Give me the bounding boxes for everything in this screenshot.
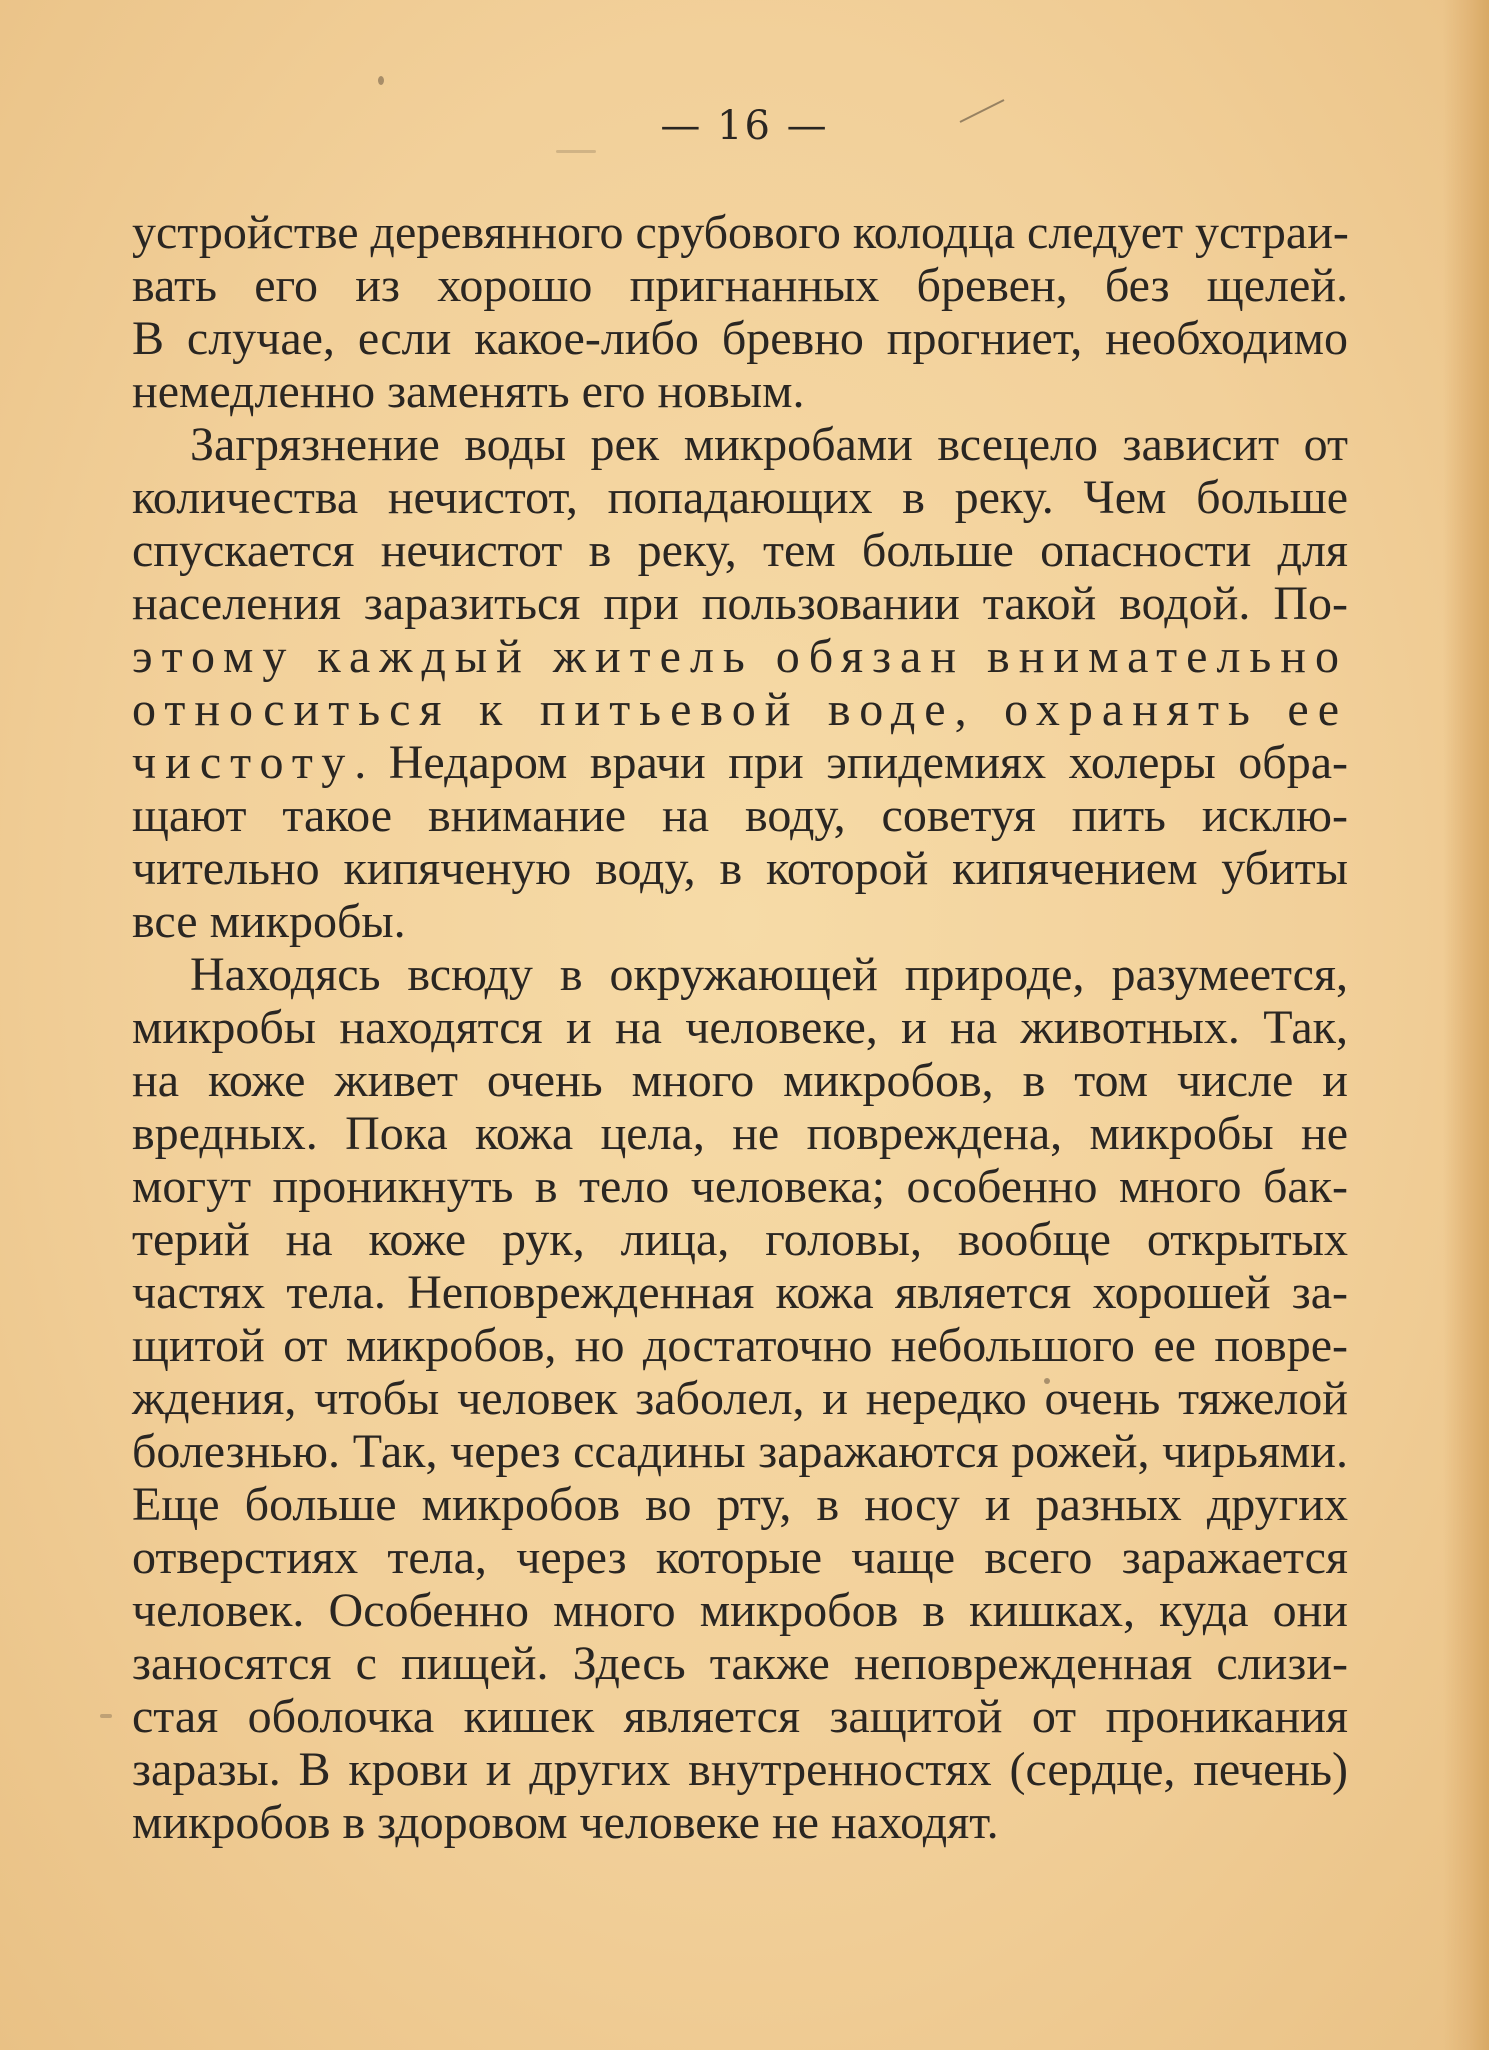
- text-line: заразы. В крови и других внутренностях (сердце, печень): [132, 1743, 1348, 1796]
- text-line: человек. Особенно много микробов в кишках, куда они: [132, 1584, 1348, 1637]
- paper-speck: [100, 1714, 112, 1718]
- text-line: немедленно заменять его новым.: [132, 365, 805, 418]
- text-line: терий на коже рук, лица, головы, вообще открытых: [132, 1213, 1348, 1266]
- paragraph-start-line: Загрязнение воды рек микробами всецело зависит от: [190, 418, 1348, 471]
- text-line: количества нечистот, попадающих в реку. Чем больше: [132, 471, 1348, 524]
- emphasized-word: чистоту: [132, 736, 355, 789]
- text-line: Еще больше микробов во рту, в носу и разных других: [132, 1478, 1348, 1531]
- emphasized-line: этому каждый житель обязан внимательно: [132, 630, 1348, 683]
- text-line: устройстве деревянного срубового колодца следует устраи-: [132, 206, 1349, 259]
- text-line: щитой от микробов, но достаточно небольшого ее повре-: [132, 1319, 1348, 1372]
- text-line: вать его из хорошо пригнанных бревен, без щелей.: [132, 259, 1348, 312]
- page-number: — 16 —: [660, 103, 829, 149]
- text-line: могут проникнуть в тело человека; особенно много бак-: [132, 1160, 1348, 1213]
- text-line: щают такое внимание на воду, советуя пить исклю-: [132, 789, 1348, 842]
- text-line: спускается нечистот в реку, тем больше опасности для: [132, 524, 1348, 577]
- text-line: ждения, чтобы человек заболел, и нередко очень тяжелой: [132, 1372, 1348, 1425]
- text-line: стая оболочка кишек является защитой от проникания: [132, 1690, 1348, 1743]
- text-line: В случае, если какое-либо бревно прогниет, необходимо: [132, 312, 1348, 365]
- text-line: на коже живет очень много микробов, в том числе и: [132, 1054, 1348, 1107]
- text-line: частях тела. Неповрежденная кожа является хорошей за-: [132, 1266, 1348, 1319]
- paragraph-start-line: Находясь всюду в окружающей природе, разумеется,: [190, 948, 1348, 1001]
- page-edge-shadow: [1443, 0, 1489, 2050]
- text-line: чительно кипяченую воду, в которой кипячением убиты: [132, 842, 1348, 895]
- text-line: микробы находятся и на человеке, и на животных. Так,: [132, 1001, 1348, 1054]
- body-text: [132, 206, 1348, 1849]
- text-line-mixed: [132, 736, 1348, 789]
- text-line: заносятся с пищей. Здесь также неповрежденная слизи-: [132, 1637, 1348, 1690]
- text-line: населения заразиться при пользовании такой водой. По-: [132, 577, 1348, 630]
- text-line: болезнью. Так, через ссадины заражаются рожей, чирьями.: [132, 1425, 1348, 1478]
- paper-speck: [378, 76, 384, 85]
- text-line: все микробы.: [132, 895, 406, 948]
- emphasized-line: относиться к питьевой воде, охранять ее: [132, 683, 1348, 736]
- text-line: отверстиях тела, через которые чаще всего заражается: [132, 1531, 1348, 1584]
- text-line: вредных. Пока кожа цела, не повреждена, микробы не: [132, 1107, 1348, 1160]
- text-line-rest: . Недаром врачи при эпидемиях холеры обра-: [354, 736, 1348, 789]
- text-line: микробов в здоровом человеке не находят.: [132, 1796, 999, 1849]
- paper-speck: [556, 150, 596, 153]
